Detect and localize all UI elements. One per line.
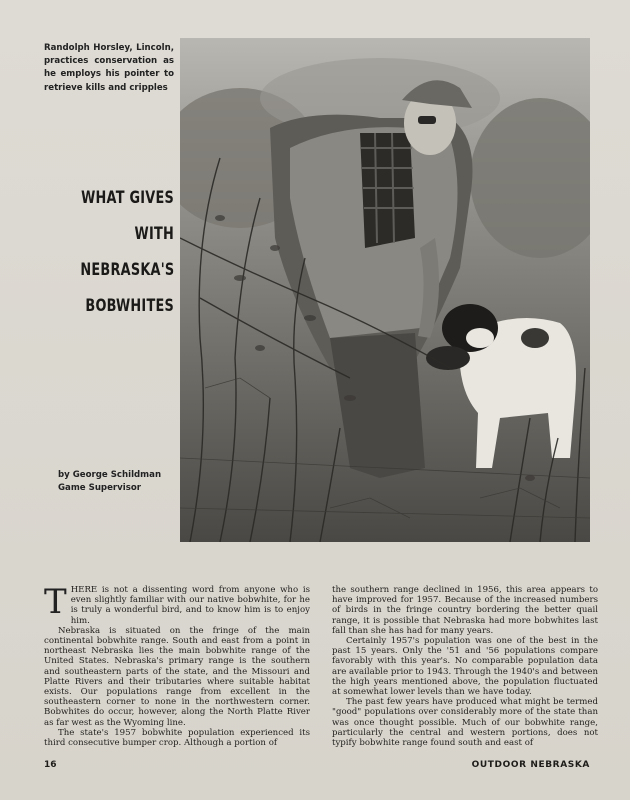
column-right — [332, 585, 598, 748]
drop-cap: T — [44, 582, 67, 622]
article-title — [80, 180, 174, 324]
paragraph: The past few years have produced what might be termed "good" populations over considerably more of the state than was once thought possible. Much of our bobwhite range, particularly the central and western portions, does not typify bobwhite range found south and east of — [332, 697, 598, 749]
byline-role: Game Supervisor — [58, 483, 141, 493]
title-line: WITH — [134, 224, 174, 243]
column-left — [44, 582, 310, 749]
title-line: WHAT GIVES — [81, 188, 174, 207]
paragraph — [44, 582, 310, 626]
paragraph-text: HERE is not a dissenting word from anyone who is even slightly familiar with our native bobwhite, for he is truly a wonderful bird, and to know him is to enjoy him. — [70, 585, 310, 626]
paragraph: The state's 1957 bobwhite population experienced its third consecutive bumper crop. Although a portion of — [44, 727, 310, 749]
photo-illustration — [180, 38, 590, 542]
byline-author: by George Schildman — [58, 470, 162, 480]
page-number: 16 — [44, 760, 57, 770]
paragraph: the southern range declined in 1956, this area appears to have improved for 1957. Because of the increased numbers of birds in the fringe country bordering the better quail range, it is possible that Nebraska had more bobwhites last fall than she has had for many years. — [332, 585, 598, 636]
title-line: BOBWHITES — [85, 296, 174, 315]
hunter-photo — [180, 38, 590, 542]
byline — [58, 469, 178, 495]
magazine-name: OUTDOOR NEBRASKA — [471, 760, 590, 770]
photo-caption: Randolph Horsley, Lincoln, practices conservation as he employs his pointer to retrieve kills and cripples — [44, 43, 174, 93]
paragraph: Nebraska is situated on the fringe of the main continental bobwhite range. South and east from a point in northeast Nebraska lies the main bobwhite range of the United States. Nebraska's primary range is the southern and southeastern parts of the state, and the Missouri and Platte Rivers and their tributaries where suitable habitat exists. Our populations range from excellent in the southeastern corner to none in the northwestern corner. Bobwhites do occur, however, along the North Platte River as far west as the Wyoming line. — [44, 625, 310, 728]
title-line: NEBRASKA'S — [80, 260, 175, 279]
paragraph: Certainly 1957's population was one of the best in the past 15 years. Only the '51 and '56 populations compare favorably with this year's. No comparable population data are available prior to 1943. Through the 1940's and between the high years mentioned above, the population fluctuated at somewhat lower levels than we have today. — [332, 636, 598, 698]
